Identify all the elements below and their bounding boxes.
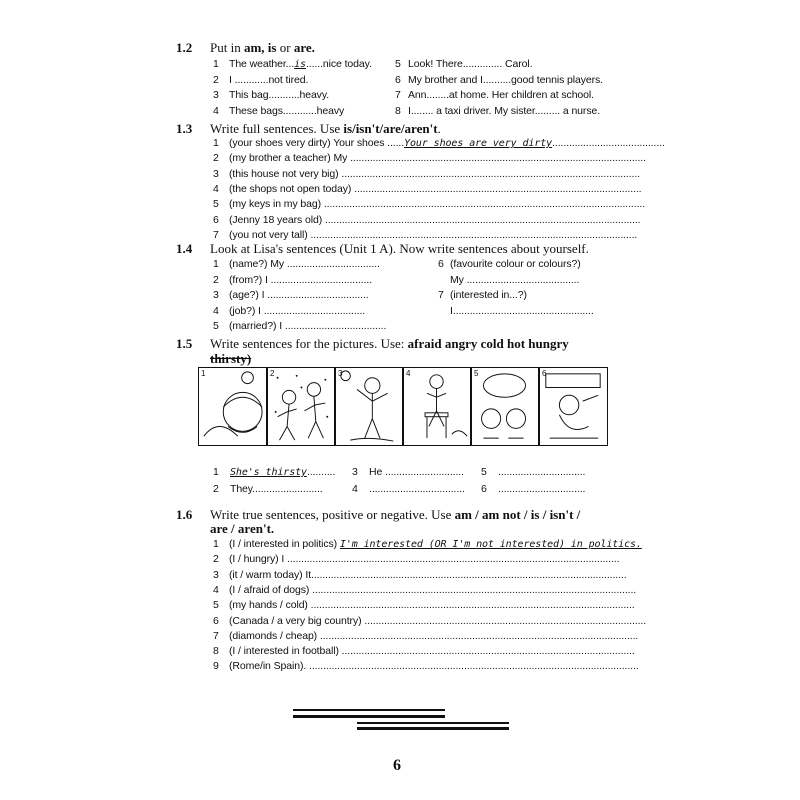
exercise-number: 1.6 [176, 507, 193, 522]
decorative-rule [293, 715, 445, 718]
exercise-item [213, 584, 636, 596]
item-number: 7 [213, 228, 219, 241]
exercise-instruction: Write true sentences, positive or negative. Use am / am not / is / isn't / [210, 507, 581, 522]
exercise-item [438, 274, 579, 286]
item-number: 3 [352, 466, 358, 478]
item-number: 3 [213, 289, 219, 301]
item-number: 4 [352, 483, 358, 495]
picture-number: 1 [201, 369, 206, 378]
exercise-number: 1.5 [176, 336, 193, 351]
item-text: (Canada / a very big country) .................................................................................................... [229, 614, 647, 627]
item-number: 5 [213, 599, 219, 612]
exercise-item [395, 58, 532, 70]
item-number: 4 [213, 182, 219, 195]
exercise-item [438, 289, 527, 301]
item-number: 6 [481, 483, 487, 495]
picture-panel [539, 367, 608, 446]
illustration [199, 368, 265, 444]
exercise-item [481, 466, 585, 478]
illustration [540, 368, 606, 444]
item-text: ......nice today. [305, 58, 372, 70]
item-number: 5 [395, 58, 401, 70]
exercise-item [438, 305, 594, 317]
item-number: 6 [213, 614, 219, 627]
item-text: (I / hungry) I ...................................................................................................................... [229, 553, 620, 566]
item-text: Ann........at home. Her children at school. [408, 89, 594, 101]
exercise-item [352, 466, 464, 478]
item-text: .................................. [369, 483, 465, 495]
item-number: 4 [213, 304, 219, 317]
exercise-item [481, 483, 585, 495]
exercise-item [213, 183, 642, 195]
exercise-item [438, 258, 581, 270]
exercise-item [213, 553, 619, 565]
item-text: (you not very tall) .................................................................................................................... [229, 228, 638, 241]
exercise-item [213, 58, 372, 70]
item-text: (Jenny 18 years old) ................................................................................................................ [229, 213, 641, 226]
item-number: 1 [213, 137, 219, 149]
item-number: 4 [213, 583, 219, 596]
item-text: ............................... [498, 483, 586, 495]
item-text: I.................................................. [450, 304, 594, 317]
picture-number: 2 [270, 369, 275, 378]
exercise-instruction-cont: are / aren't. [210, 521, 275, 536]
exercise-item [395, 89, 594, 101]
item-text: (it / warm today) It................................................................................................................ [229, 568, 627, 581]
item-number: 2 [213, 483, 219, 495]
picture-number: 5 [474, 369, 479, 378]
item-text: The weather... [229, 58, 295, 70]
item-text: (my hands / cold) ................................................................................................................... [229, 599, 635, 612]
exercise-item [213, 289, 369, 301]
item-text: (interested in...?) [450, 289, 527, 301]
item-number: 5 [213, 198, 219, 211]
item-text: (this house not very big) .......................................................................................................... [229, 167, 641, 180]
item-number: 6 [213, 213, 219, 226]
example-answer: I'm interested (OR I'm not interested) in politics. [339, 539, 642, 550]
item-number: 3 [213, 89, 219, 101]
item-text: (name?) My ................................. [229, 258, 380, 270]
exercise-item [213, 137, 665, 149]
item-number: 2 [213, 553, 219, 566]
exercise-item [213, 599, 635, 611]
item-text: (your shoes very dirty) Your shoes ...... [229, 137, 405, 149]
exercise-number: 1.2 [176, 40, 193, 55]
exercise-item [213, 214, 640, 226]
exercise-item [395, 105, 600, 117]
exercise-number: 1.4 [176, 241, 193, 256]
item-number: 4 [213, 104, 219, 117]
exercise-item [213, 152, 646, 164]
item-text: These bags............heavy [229, 104, 345, 117]
item-number: 3 [213, 568, 219, 581]
struck-word: thirsty) [210, 351, 252, 366]
decorative-rule [293, 709, 445, 711]
exercise-item [213, 660, 639, 672]
example-answer: is [294, 59, 306, 70]
item-text: My ........................................ [450, 273, 580, 286]
exercise-item [213, 74, 308, 86]
item-number: 6 [438, 258, 444, 270]
item-number: 5 [213, 320, 219, 332]
item-text: Look! There.............. Carol. [408, 58, 533, 70]
picture-panel [335, 367, 403, 446]
item-text: (diamonds / cheap) ................................................................................................................. [229, 629, 639, 642]
item-text: (I / interested in football) ........................................................................................................ [229, 645, 635, 658]
exercise-item [213, 630, 638, 642]
picture-panel [267, 367, 335, 446]
item-number: 8 [213, 645, 219, 658]
exercise-number: 1.3 [176, 121, 193, 136]
item-number: 7 [438, 289, 444, 301]
picture-panel [403, 367, 471, 446]
item-number: 2 [213, 73, 219, 86]
item-text: He ............................ [369, 466, 464, 478]
item-text: (from?) I .................................... [229, 273, 373, 286]
picture-number: 3 [338, 369, 343, 378]
exercise-item [352, 483, 465, 495]
exercise-instruction: Write sentences for the pictures. Use: afraid angry cold hot hungry [210, 336, 569, 351]
item-number: 8 [395, 104, 401, 117]
exercise-item [213, 569, 627, 581]
exercise-item [213, 229, 637, 241]
item-text: (I / interested in politics) [229, 538, 340, 550]
item-text: ........................................ [552, 137, 665, 149]
item-text: (the shops not open today) ...................................................................................................... [229, 182, 642, 195]
item-text: I........ a taxi driver. My sister......... a nurse. [408, 104, 601, 117]
exercise-item [395, 74, 603, 86]
illustration [268, 368, 333, 444]
exercise-instruction: Put in am, is or are. [210, 40, 315, 55]
item-text: My brother and I..........good tennis players. [408, 73, 604, 86]
item-number: 3 [213, 167, 219, 180]
item-number: 1 [213, 58, 219, 70]
item-text: (my brother a teacher) My ......................................................................................................... [229, 152, 646, 165]
exercise-item [213, 105, 344, 117]
illustration [404, 368, 469, 444]
item-number: 6 [395, 73, 401, 86]
item-number: 1 [213, 466, 219, 478]
item-text: This bag...........heavy. [229, 89, 330, 101]
exercise-item [213, 89, 329, 101]
item-text: I ............not tired. [229, 73, 309, 86]
exercise-item [213, 615, 646, 627]
exercise-item [213, 466, 335, 478]
picture-number: 4 [406, 369, 411, 378]
decorative-rule [357, 722, 509, 724]
item-number: 7 [395, 89, 401, 101]
exercise-item [213, 320, 386, 332]
exercise-item [213, 274, 372, 286]
item-text: (Rome/in Spain). ..................................................................................................................... [229, 660, 639, 673]
example-answer: She's thirsty [230, 467, 307, 478]
page-number: 6 [393, 757, 401, 774]
illustration [336, 368, 401, 444]
item-text: (age?) I .................................... [229, 289, 369, 301]
item-text: ............................... [498, 466, 586, 478]
item-text: (married?) I .................................... [229, 320, 387, 332]
picture-panel [198, 367, 267, 446]
item-number: 7 [213, 629, 219, 642]
picture-number: 6 [542, 369, 547, 378]
exercise-item [213, 198, 645, 210]
item-number: 1 [213, 258, 219, 270]
exercise-item [213, 645, 635, 657]
example-answer: Your shoes are very dirty [404, 138, 553, 149]
exercise-item [213, 483, 323, 495]
item-text: (job?) I .................................... [229, 304, 366, 317]
exercise-instruction: Look at Lisa's sentences (Unit 1 A). Now write sentences about yourself. [210, 241, 589, 256]
picture-panel [471, 367, 539, 446]
item-text: .......... [306, 466, 336, 478]
item-number: 5 [481, 466, 487, 478]
item-number: 2 [213, 273, 219, 286]
exercise-item [213, 258, 380, 270]
item-number: 2 [213, 152, 219, 165]
decorative-rule [357, 727, 509, 730]
item-text: (my keys in my bag) .................................................................................................................. [229, 198, 646, 211]
exercise-instruction: Write full sentences. Use is/isn't/are/aren't. [210, 121, 441, 136]
illustration [472, 368, 537, 444]
exercise-item [213, 538, 642, 550]
item-number: 9 [213, 660, 219, 673]
item-text: They......................... [230, 483, 323, 495]
exercise-item [213, 168, 640, 180]
item-text: (I / afraid of dogs) ................................................................................................................... [229, 583, 637, 596]
exercise-item [213, 305, 365, 317]
item-number: 1 [213, 538, 219, 550]
item-text: (favourite colour or colours?) [450, 258, 581, 270]
